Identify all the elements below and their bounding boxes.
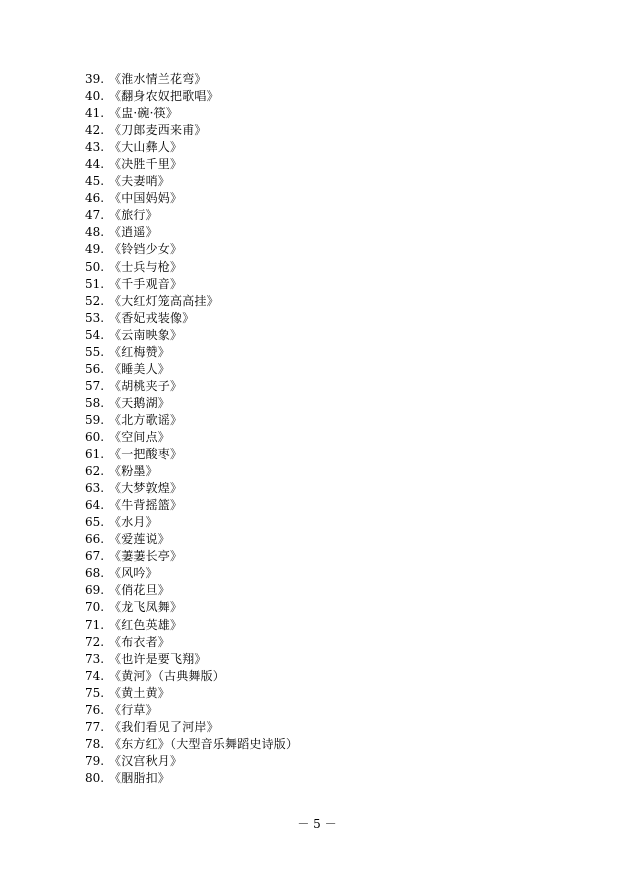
list-item xyxy=(85,122,298,139)
list-item xyxy=(85,241,298,258)
item-number: 63. xyxy=(85,481,105,496)
item-number: 39. xyxy=(85,72,105,86)
item-title: 《俏花旦》 xyxy=(109,583,171,598)
item-title: 《胭脂扣》 xyxy=(109,770,171,785)
item-title: 《胡桃夹子》 xyxy=(109,378,183,393)
item-title: 《龙飞凤舞》 xyxy=(109,600,183,615)
item-number: 41. xyxy=(85,106,105,121)
item-title: 《空间点》 xyxy=(109,429,171,444)
list-item xyxy=(85,651,298,668)
item-title: 《大梦敦煌》 xyxy=(109,481,183,496)
list-item xyxy=(85,719,298,736)
list-item xyxy=(85,310,298,327)
item-number: 54. xyxy=(85,327,105,342)
item-title: 《粉墨》 xyxy=(109,464,158,479)
list-item xyxy=(85,327,298,344)
list-item xyxy=(85,634,298,651)
list-item xyxy=(85,173,298,190)
item-title: 《大山彝人》 xyxy=(109,140,183,155)
item-title: 《黄河》（古典舞版） xyxy=(109,668,226,683)
item-number: 75. xyxy=(85,685,105,700)
item-number: 72. xyxy=(85,634,105,649)
item-number: 60. xyxy=(85,429,105,444)
item-number: 73. xyxy=(85,651,105,666)
list-item xyxy=(85,480,298,497)
item-number: 49. xyxy=(85,242,105,257)
list-item xyxy=(85,344,298,361)
list-item xyxy=(85,446,298,463)
list-item xyxy=(85,429,298,446)
item-number: 62. xyxy=(85,464,105,479)
item-number: 56. xyxy=(85,361,105,376)
page-number: － 5 － xyxy=(297,817,337,831)
item-title: 《铃铛少女》 xyxy=(109,242,183,257)
item-number: 61. xyxy=(85,447,105,462)
list-item xyxy=(85,378,298,395)
item-number: 80. xyxy=(85,770,105,785)
list-item xyxy=(85,565,298,582)
item-title: 《逍遥》 xyxy=(109,225,158,240)
item-title: 《香妃戎装像》 xyxy=(109,310,195,325)
item-title: 《东方红》（大型音乐舞蹈史诗版） xyxy=(109,736,299,751)
item-title: 《云南映象》 xyxy=(109,327,183,342)
item-title: 《红梅赞》 xyxy=(109,344,171,359)
list-item xyxy=(85,753,298,770)
item-title: 《北方歌谣》 xyxy=(109,412,183,427)
item-number: 64. xyxy=(85,498,105,513)
item-title: 《翻身农奴把歌唱》 xyxy=(109,89,219,104)
item-number: 78. xyxy=(85,736,105,751)
list-item xyxy=(85,668,298,685)
item-number: 57. xyxy=(85,378,105,393)
item-title: 《盅·碗·筷》 xyxy=(109,106,179,121)
item-number: 79. xyxy=(85,753,105,768)
item-number: 68. xyxy=(85,566,105,581)
item-number: 53. xyxy=(85,310,105,325)
item-title: 《千手观音》 xyxy=(109,276,183,291)
item-number: 50. xyxy=(85,259,105,274)
list-item xyxy=(85,276,298,293)
list-item xyxy=(85,685,298,702)
list-item xyxy=(85,770,298,787)
list-item xyxy=(85,105,298,122)
item-title: 《爱莲说》 xyxy=(109,532,171,547)
list-item xyxy=(85,702,298,719)
item-number: 67. xyxy=(85,549,105,564)
item-title: 《也许是要飞翔》 xyxy=(109,651,207,666)
item-title: 《一把酸枣》 xyxy=(109,447,183,462)
list-item xyxy=(85,736,298,753)
list-item xyxy=(85,207,298,224)
item-title: 《天鹅湖》 xyxy=(109,395,171,410)
item-title: 《淮水情兰花弯》 xyxy=(109,72,207,86)
item-number: 71. xyxy=(85,617,105,632)
item-number: 40. xyxy=(85,89,105,104)
item-title: 《水月》 xyxy=(109,515,158,530)
item-number: 42. xyxy=(85,123,105,138)
item-title: 《决胜千里》 xyxy=(109,157,183,172)
list-item xyxy=(85,361,298,378)
list-item xyxy=(85,497,298,514)
list-item xyxy=(85,156,298,173)
item-title: 《风吟》 xyxy=(109,566,158,581)
item-number: 51. xyxy=(85,276,105,291)
item-number: 43. xyxy=(85,140,105,155)
item-number: 65. xyxy=(85,515,105,530)
list-item xyxy=(85,531,298,548)
item-title: 《夫妻哨》 xyxy=(109,174,171,189)
item-title: 《牛背摇篮》 xyxy=(109,498,183,513)
list-item xyxy=(85,71,298,88)
item-number: 59. xyxy=(85,412,105,427)
item-title: 《刀郎麦西来甫》 xyxy=(109,123,207,138)
dance-title-list xyxy=(85,71,298,787)
item-title: 《黄土黄》 xyxy=(109,685,171,700)
item-number: 44. xyxy=(85,157,105,172)
item-title: 《萋萋长亭》 xyxy=(109,549,183,564)
list-item xyxy=(85,224,298,241)
item-title: 《我们看见了河岸》 xyxy=(109,719,219,734)
item-title: 《士兵与枪》 xyxy=(109,259,183,274)
list-item xyxy=(85,395,298,412)
list-item xyxy=(85,139,298,156)
item-title: 《红色英雄》 xyxy=(109,617,183,632)
list-item xyxy=(85,463,298,480)
item-number: 76. xyxy=(85,702,105,717)
item-title: 《大红灯笼高高挂》 xyxy=(109,293,219,308)
list-item xyxy=(85,548,298,565)
item-number: 55. xyxy=(85,344,105,359)
item-title: 《睡美人》 xyxy=(109,361,171,376)
list-item xyxy=(85,617,298,634)
item-number: 74. xyxy=(85,668,105,683)
list-item xyxy=(85,582,298,599)
item-number: 45. xyxy=(85,174,105,189)
item-number: 69. xyxy=(85,583,105,598)
item-number: 47. xyxy=(85,208,105,223)
item-title: 《布衣者》 xyxy=(109,634,171,649)
list-item xyxy=(85,599,298,616)
list-item xyxy=(85,293,298,310)
list-item xyxy=(85,259,298,276)
list-item xyxy=(85,88,298,105)
item-number: 77. xyxy=(85,719,105,734)
item-number: 46. xyxy=(85,191,105,206)
list-item xyxy=(85,190,298,207)
item-number: 58. xyxy=(85,395,105,410)
item-title: 《旅行》 xyxy=(109,208,158,223)
item-number: 48. xyxy=(85,225,105,240)
item-title: 《汉宫秋月》 xyxy=(109,753,183,768)
item-title: 《中国妈妈》 xyxy=(109,191,183,206)
list-item xyxy=(85,412,298,429)
list-item xyxy=(85,514,298,531)
item-number: 70. xyxy=(85,600,105,615)
item-number: 66. xyxy=(85,532,105,547)
item-title: 《行草》 xyxy=(109,702,158,717)
item-number: 52. xyxy=(85,293,105,308)
